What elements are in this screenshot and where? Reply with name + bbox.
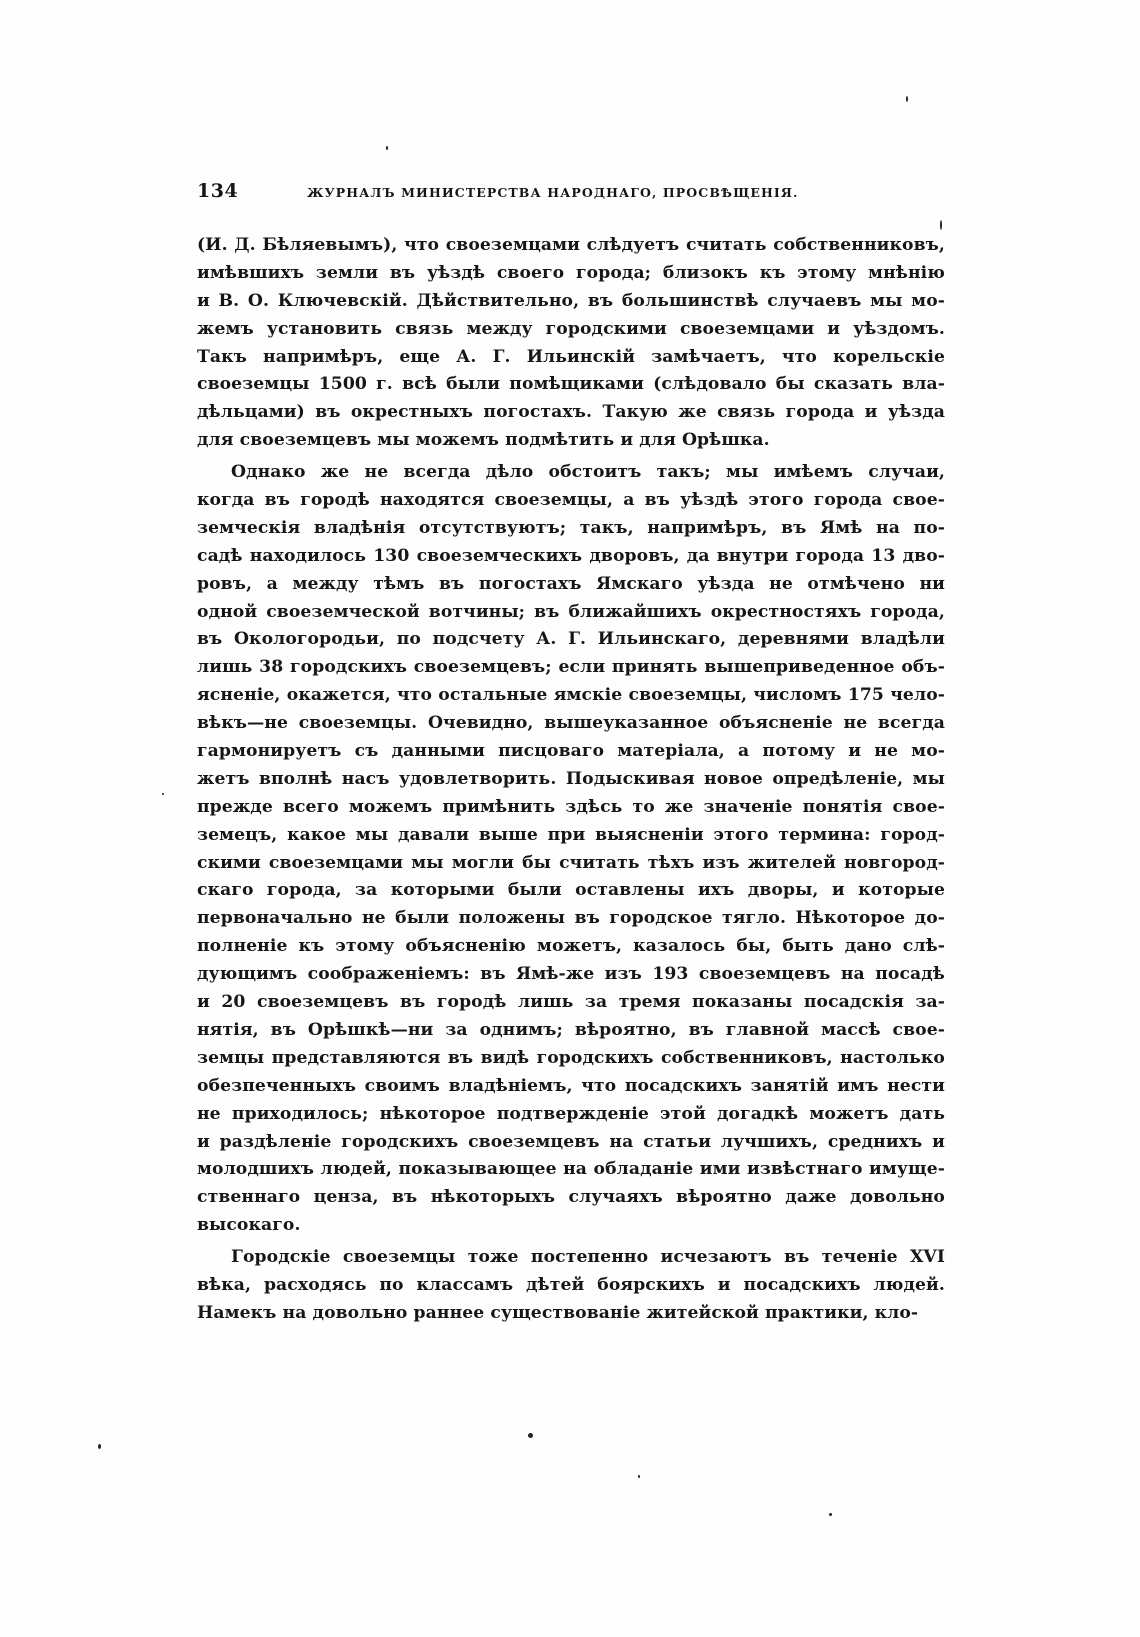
text-line: своеземцы 1500 г. всѣ были помѣщиками (слѣдовало бы сказать вла- <box>197 374 945 395</box>
text-line: жемъ установить связь между городскими своеземцами и уѣздомъ. <box>197 318 945 339</box>
text-line: ственнаго ценза, въ нѣкоторыхъ случаяхъ вѣроятно даже довольно <box>197 1187 945 1208</box>
scan-speck <box>162 793 164 795</box>
text-line: высокаго. <box>197 1215 301 1236</box>
text-line: вѣка, расходясь по классамъ дѣтей боярскихъ и посадскихъ людей. <box>197 1274 945 1295</box>
page-header <box>197 180 947 210</box>
text-line: Такъ напримѣръ, еще А. Г. Ильинскій замѣчаетъ, что корельскіе <box>197 346 945 367</box>
text-line: не приходилось; нѣкоторое подтвержденіе этой догадкѣ можетъ дать <box>197 1103 945 1124</box>
body-text <box>197 232 945 1328</box>
paragraph <box>197 1244 945 1328</box>
scan-speck <box>940 220 942 230</box>
text-line: земческія владѣнія отсутствуютъ; такъ, напримѣръ, въ Ямѣ на по- <box>197 517 945 538</box>
text-line: нятія, въ Орѣшкѣ—ни за однимъ; вѣроятно, въ главной массѣ свое- <box>197 1019 945 1040</box>
running-title: ЖУРНАЛЪ МИНИСТЕРСТВА НАРОДНАГО, ПРОСВѢЩЕНІЯ. <box>307 185 799 200</box>
text-line: въ Окологородьи, по подсчету А. Г. Ильинскаго, деревнями владѣли <box>197 629 945 650</box>
text-line: обезпеченныхъ своимъ владѣніемъ, что посадскихъ занятій имъ нести <box>197 1075 945 1096</box>
text-line: и раздѣленіе городскихъ своеземцевъ на статьи лучшихъ, среднихъ и <box>197 1131 945 1152</box>
text-line: земецъ, какое мы давали выше при выясненіи этого термина: город- <box>197 824 945 845</box>
text-line: молодшихъ людей, показывающее на обладаніе ими извѣстнаго имуще- <box>197 1159 945 1180</box>
scan-speck <box>528 1433 533 1438</box>
text-line: лишь 38 городскихъ своеземцевъ; если принять вышеприведенное объ- <box>197 657 945 678</box>
text-line: имѣвшихъ земли въ уѣздѣ своего города; близокъ къ этому мнѣнію <box>197 262 945 283</box>
text-line: садѣ находилось 130 своеземческихъ дворовъ, да внутри города 13 дво- <box>197 545 945 566</box>
text-line: первоначально не были положены въ городское тягло. Нѣкоторое до- <box>197 908 945 929</box>
scan-speck <box>386 146 388 150</box>
text-line: и В. О. Ключевскій. Дѣйствительно, въ большинствѣ случаевъ мы мо- <box>197 290 945 311</box>
text-line: ясненіе, окажется, что остальные ямскіе своеземцы, числомъ 175 чело- <box>197 685 945 706</box>
text-line: жетъ вполнѣ насъ удовлетворить. Подыскивая новое опредѣленіе, мы <box>197 768 945 789</box>
text-line: дующимъ соображеніемъ: въ Ямѣ-же изъ 193 своеземцевъ на посадѣ <box>197 964 945 985</box>
text-line: земцы представляются въ видѣ городскихъ собственниковъ, настолько <box>197 1047 945 1068</box>
paragraph <box>197 232 945 455</box>
scan-speck <box>98 1444 101 1449</box>
text-line: вѣкъ—не своеземцы. Очевидно, вышеуказанное объясненіе не всегда <box>197 713 945 734</box>
scan-speck <box>638 1475 640 1478</box>
scan-speck <box>829 1513 832 1516</box>
text-line: скаго города, за которыми были оставлены ихъ дворы, и которые <box>197 880 945 901</box>
text-line: одной своеземческой вотчины; въ ближайшихъ окрестностяхъ города, <box>197 601 945 622</box>
text-line: гармонируетъ съ данными писцоваго матеріала, а потому и не мо- <box>197 741 945 762</box>
text-line: когда въ городѣ находятся своеземцы, а въ уѣздѣ этого города свое- <box>197 490 945 511</box>
text-line: Намекъ на довольно раннее существованіе житейской практики, кло- <box>197 1302 919 1323</box>
page-number: 134 <box>197 180 239 202</box>
text-line: (И. Д. Бѣляевымъ), что своеземцами слѣдуетъ считать собственниковъ, <box>197 235 945 255</box>
text-line: полненіе къ этому объясненію можетъ, казалось бы, быть дано слѣ- <box>197 936 945 957</box>
text-line: ровъ, а между тѣмъ въ погостахъ Ямскаго уѣзда не отмѣчено ни <box>197 573 945 594</box>
text-line: и 20 своеземцевъ въ городѣ лишь за тремя показаны посадскія за- <box>197 992 945 1013</box>
scan-speck <box>906 96 908 102</box>
text-line: дѣльцами) въ окрестныхъ погостахъ. Такую же связь города и уѣзда <box>197 402 945 423</box>
text-line: Однако же не всегда дѣло обстоитъ такъ; мы имѣемъ случаи, <box>231 462 945 483</box>
paragraph <box>197 459 945 1240</box>
text-line: для своеземцевъ мы можемъ подмѣтить и для Орѣшка. <box>197 430 770 451</box>
text-line: прежде всего можемъ примѣнить здѣсь то же значеніе понятія свое- <box>197 796 945 817</box>
text-line: скими своеземцами мы могли бы считать тѣхъ изъ жителей новгород- <box>197 852 945 873</box>
text-line: Городскіе своеземцы тоже постепенно исчезаютъ въ теченіе XVI <box>231 1247 945 1268</box>
